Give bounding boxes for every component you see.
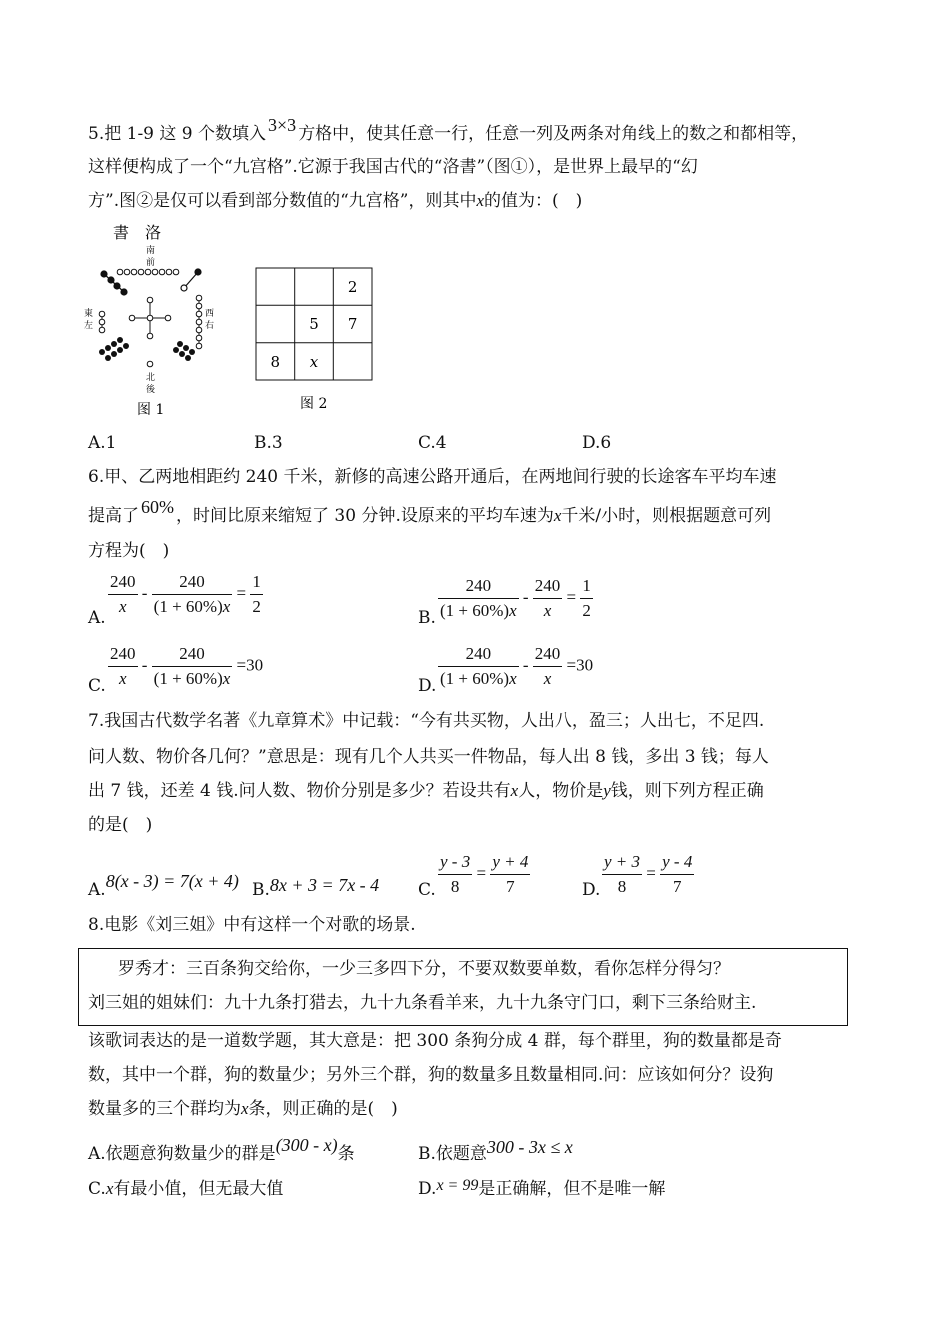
label-south: 南 (146, 246, 156, 256)
label-front: 前 (146, 258, 156, 268)
q5-option-a[interactable]: A.1 (88, 433, 117, 453)
q8-line-3: 数，其中一个群，狗的数量少；另外三个群，狗的数量多且数量相同.问：应该如何分？设狗 (88, 1065, 774, 1085)
q7-line-2: 问人数、物价各几何？”意思是：现有几个人共买一件物品，每人出 8 钱，多出 3 钱；每人 (88, 747, 769, 767)
q5-grid-size: 3×3 (268, 115, 297, 135)
bottom-right-six-dots (173, 341, 195, 361)
q6-option-c-equation: $\frac{240}{x}$ - $\frac{240}{(1 + 60\%)x}$ =30 (110, 644, 264, 688)
top-left-four-dots (101, 271, 127, 295)
q5-line-3: 方”.图②是仅可以看到部分数值的“九宫格”，则其中x的值为：( ) (88, 191, 583, 211)
q5-option-d[interactable]: D.6 (582, 433, 612, 453)
q7-option-a[interactable]: A.8(x - 3) = 7(x + 4) (88, 871, 239, 900)
q7-option-c[interactable]: C. (418, 880, 436, 900)
cell-6: 7 (347, 315, 358, 333)
q8-option-b[interactable]: B.依题意300 - 3x ≤ x (418, 1137, 573, 1164)
luoshu-title: 書 洛 (113, 223, 162, 242)
cell-8: x (309, 353, 319, 371)
magic-square-figure (250, 262, 380, 422)
q6-option-a[interactable]: A. (88, 608, 106, 628)
q5-line-1: 5.把 1-9 这 9 个数填入 3×3 方格中，使其任意一行，任意一列及两条对角线上的数之和都相等， (88, 115, 809, 144)
q5-line-2: 这样便构成了一个“九宫格”.它源于我国古代的“洛書”（图①），是世界上最早的“幻 (88, 157, 698, 177)
left-three-circles (99, 311, 105, 333)
q7-line-1: 7.我国古代数学名著《九章算术》中记载：“今有共买物，人出八，盈三；人出七，不足四. (88, 711, 765, 731)
cell-5: 5 (309, 315, 319, 333)
q6-option-b-equation: $\frac{240}{(1 + 60\%)x}$ - $\frac{240}{x}$ = $\frac{1}{2}$ (440, 576, 591, 620)
cell-7: 8 (270, 353, 281, 371)
q6-line-1: 6.甲、乙两地相距约 240 千米，新修的高速公路开通后，在两地间行驶的长途客车平均车速 (88, 467, 777, 487)
center-five (129, 297, 171, 339)
bottom-one-circle (147, 361, 153, 367)
q6-option-d[interactable]: D. (418, 676, 437, 696)
cell-3: 2 (347, 278, 358, 296)
magic-square-cells (271, 278, 358, 371)
figure-1-caption: 图 1 (137, 402, 165, 418)
top-nine-circles (117, 269, 179, 275)
q8-line-4: 数量多的三个群均为x条，则正确的是( ) (88, 1099, 398, 1119)
q7-option-d[interactable]: D. (582, 880, 601, 900)
q6-option-a-equation: $\frac{240}{x}$ - $\frac{240}{(1 + 60\%)x}$ = $\frac{1}{2}$ (110, 572, 261, 616)
q6-option-b[interactable]: B. (418, 608, 436, 628)
q7-line-3: 出 7 钱，还差 4 钱.问人数、物价分别是多少？若设共有x人，物价是y钱，则下列方程正确 (88, 781, 764, 801)
label-north: 北 (146, 373, 156, 383)
q5-option-b[interactable]: B.3 (254, 433, 283, 453)
q6-option-c[interactable]: C. (88, 676, 106, 696)
q8-option-d[interactable]: D.x = 99是正确解，但不是唯一解 (418, 1177, 666, 1199)
bottom-left-eight-dots (99, 337, 129, 361)
q8-option-c[interactable]: C.x有最小值，但无最大值 (88, 1179, 284, 1199)
q8-line-1: 8.电影《刘三姐》中有这样一个对歌的场景. (88, 915, 416, 935)
figure-2-caption: 图 2 (300, 396, 328, 412)
q7-option-b[interactable]: B.8x + 3 = 7x - 4 (252, 875, 380, 900)
q6-line-3: 方程为( ) (88, 541, 170, 561)
luoshu-figure (80, 218, 230, 423)
right-seven-circles (196, 295, 202, 349)
label-right: 右 (205, 321, 215, 331)
lyrics-line-1: 罗秀才：三百条狗交给你，一少三多四下分，不要双数要单数，看你怎样分得匀？ (118, 959, 730, 979)
lyrics-line-2: 刘三姐的姐妹们：九十九条打猎去，九十九条看羊来，九十九条守门口，剩下三条给财主. (88, 993, 757, 1013)
q8-line-2: 该歌词表达的是一道数学题，其大意是：把 300 条狗分成 4 群，每个群里，狗的数量都是奇 (88, 1031, 782, 1051)
q8-option-a[interactable]: A.依题意狗数量少的群是(300 - x)条 (88, 1135, 355, 1164)
q7-option-c-equation: $\frac{y - 3}{8}$ = $\frac{y + 4}{7}$ (440, 852, 529, 896)
label-left: 左 (84, 321, 94, 331)
q6-option-d-equation: $\frac{240}{(1 + 60\%)x}$ - $\frac{240}{x}$ =30 (440, 644, 594, 688)
label-back: 後 (146, 385, 156, 395)
q7-line-4: 的是( ) (88, 815, 153, 835)
q6-line-2: 提高了 60% ，时间比原来缩短了 30 分钟.设原来的平均车速为x千米/小时，则根据题意可列 (88, 497, 772, 526)
q5-option-c[interactable]: C.4 (418, 433, 447, 453)
label-east: 東 (84, 309, 94, 319)
top-right-two-dots (181, 269, 201, 291)
label-west: 西 (205, 309, 215, 319)
q7-option-d-equation: $\frac{y + 3}{8}$ = $\frac{y - 4}{7}$ (604, 852, 693, 896)
